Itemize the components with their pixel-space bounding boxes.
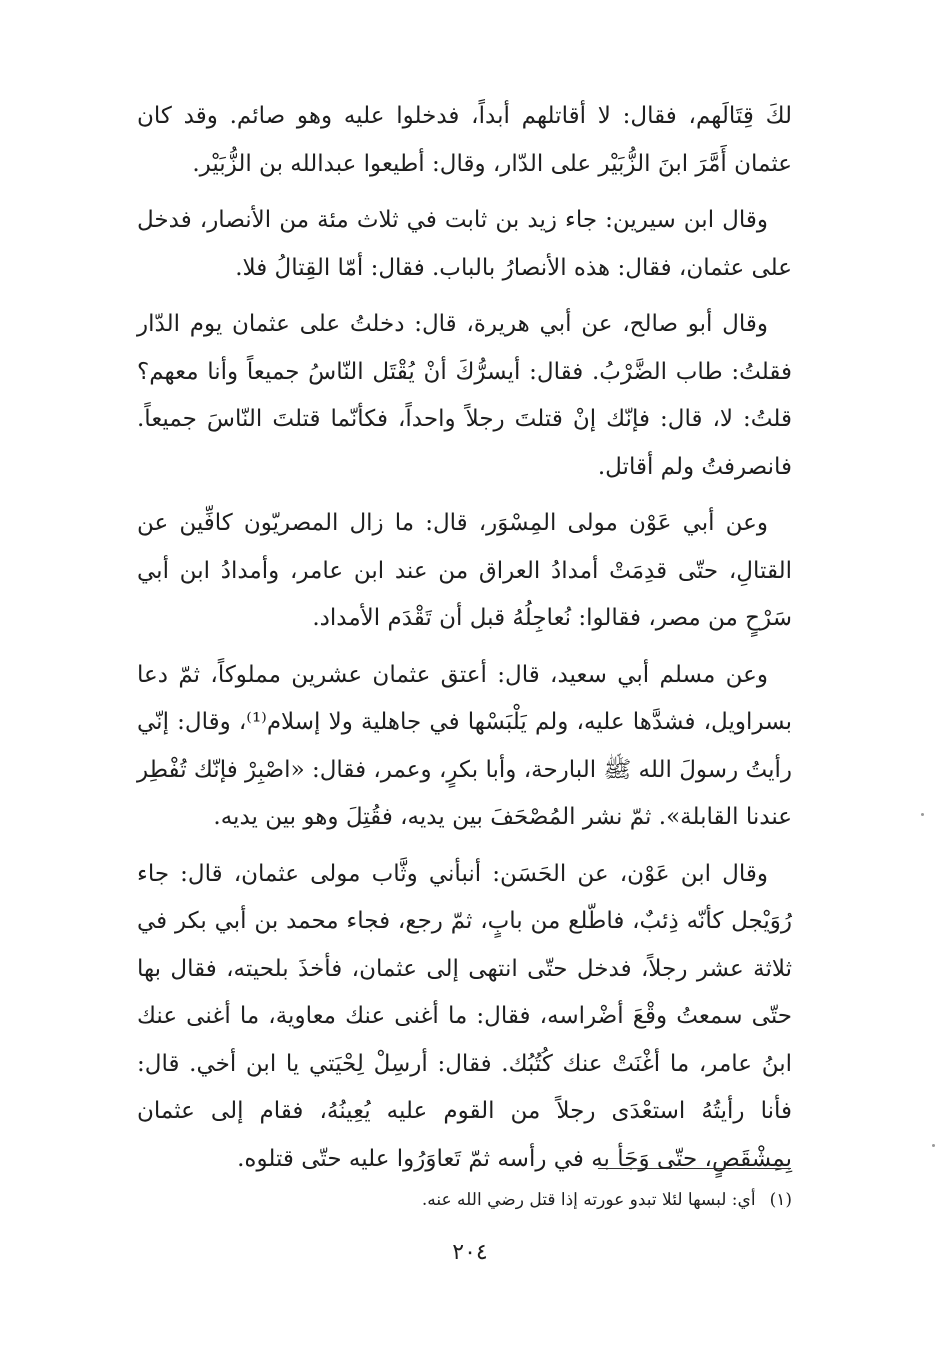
paragraph-4: وعن أبي عَوْن مولى المِسْوَر، قال: ما زال المصريّون كافِّين عن القتالِ، حتّى قدِمَتْ أمدادُ العراق من عند ابن عامر، وأمدادُ ابن أبي سَرْحٍ من مصر، فقالوا: نُعاجِلُهُ قبل أن تَقْدَم الأمداد. — [137, 510, 792, 631]
scan-speck — [921, 813, 924, 816]
page-number: ٢٠٤ — [452, 1240, 488, 1265]
paragraph-2: وقال ابن سيرين: جاء زيد بن ثابت في ثلاث مئة من الأنصار، فدخل على عثمان، فقال: هذه الأنصارُ بالباب. فقال: أمّا القِتالُ فلا. — [137, 207, 792, 281]
paragraph-5: وعن مسلم أبي سعيد، قال: أعتق عثمان عشرين مملوكاً، ثمّ دعا بسراويل، فشدَّها عليه، ولم يَلْبَسْها في جاهلية ولا إسلام⁽¹⁾، وقال: إنّي رأيتُ رسولَ الله ﷺ البارحة، وأبا بكرٍ، وعمر، فقال: «اصْبِرْ فإنّك تُفْطِر عندنا القابلة». ثمّ نشر المُصْحَفَ بين يديه، فقُتِلَ وهو بين يديه. — [137, 661, 792, 830]
paragraph-3: وقال أبو صالح، عن أبي هريرة، قال: دخلتُ على عثمان يوم الدّار فقلتُ: طاب الضَّرْبُ. فقال: أيسرُّكَ أنْ يُقْتَل النّاسُ جميعاً وأنا معهم؟ قلتُ: لا، قال: فإنّك إنْ قتلتَ رجلاً واحداً، فكأنّما قتلتَ النّاسَ جميعاً. فانصرفتُ ولم أقاتل. — [137, 311, 792, 480]
footnote — [137, 1185, 792, 1215]
footnote-text: أي: لبسها لئلا تبدو عورته إذا قتل رضي الله عنه. — [421, 1190, 756, 1210]
paragraph-1: لكَ قِتَالَهم، فقال: لا أقاتلهم أبداً، فدخلوا عليه وهو صائم. وقد كان عثمان أَمَّرَ ابنَ الزُّبَيْر على الدّار، وقال: أطيعوا عبدالله بن الزُّبَيْر. — [137, 103, 792, 177]
scan-speck — [932, 1144, 935, 1147]
footnote-marker: (١) — [769, 1190, 792, 1210]
footnote-separator — [598, 1168, 791, 1169]
paragraph-6: وقال ابن عَوْن، عن الحَسَن: أنبأني وثَّاب مولى عثمان، قال: جاء رُوَيْجل كأنّه ذِئبٌ، فاطّلع من بابٍ، ثمّ رجع، فجاء محمد بن أبي بكر في ثلاثة عشر رجلاً، فدخل حتّى انتهى إلى عثمان، فأخذَ بلحيته، فقال بها حتّى سمعتُ وقْعَ أضْراسه، فقال: ما أغنى عنك معاوية، ما أغنى عنك ابنُ عامر، ما أغْنَتْ عنك كُتُبُك. فقال: أرسِلْ لِحْيَتي يا ابن أخي. قال: فأنا رأيتُهُ استعْدَى رجلاً من القوم عليه يُعِينُهُ، فقام إلى عثمان بِمِشْقَصٍ، حتّى وَجَأ به في رأسه ثمّ تَعاوَرُوا عليه حتّى قتلوه. — [137, 860, 792, 1172]
main-text — [137, 93, 792, 1192]
